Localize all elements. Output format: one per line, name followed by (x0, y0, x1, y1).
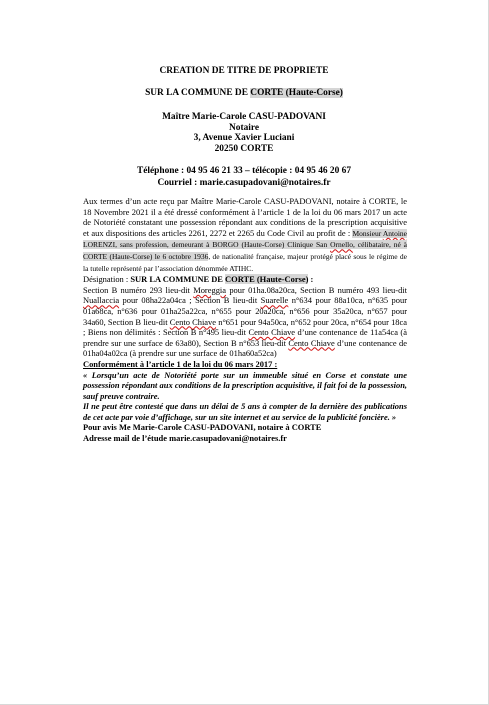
parcel-place-6: Cento Chiave (288, 337, 335, 348)
parcel-place-5: Cento Chiave (248, 327, 296, 338)
phone-line: Téléphone : 04 95 46 21 33 – télécopie : 04 95 46 20 67 (136, 166, 352, 176)
parcel-text-5: n°651 pour 94a50ca, n°652 pour 20ca, n°654 pour 18ca ; Biens non délimités : Section B n°495 lieu-dit (83, 316, 408, 338)
designation-heading (83, 274, 407, 285)
document-body (83, 196, 407, 444)
parcels-paragraph (83, 285, 407, 359)
conformity-heading: Conformément à l’article 1 de la loi du 06 mars 2017 : (83, 358, 278, 369)
parcel-place-4: Cento Chiave (169, 316, 217, 327)
parcel-text-2: pour 01ha.08a20ca, Section B numéro 493 lieu-dit (229, 284, 407, 295)
designation-colon: : (308, 274, 314, 285)
beneficiary-lastname: LORENZI, sans profession, demeurant à BORGO (Haute-Corse) Clinique San (83, 240, 328, 250)
beneficiary-place: Ornello (330, 240, 353, 250)
parcel-text-1: Section B numéro 293 lieu-dit (83, 284, 190, 295)
email-line: Courriel : marie.casupadovani@notaires.fr (157, 178, 331, 189)
parcel-text-4: n°634 pour 88a10ca, n°635 pour 01a68ca, n°636 pour 01ha25a22ca, n°655 pour 20a20ca, n°656 pour 35a20ca, n°657 pour 34a60, Section B lieu-dit (83, 295, 408, 327)
commune-name: CORTE (Haute-Corse) (250, 88, 343, 98)
commune-heading (0, 87, 488, 99)
notice-signature: Pour avis Me Marie-Carole CASU-PADOVANI, notaire à CORTE (83, 422, 322, 433)
parcel-text-6: d’une contenance de 11a54ca (à prendre sur une surface de 63a80), Section B n°653 lieu-dit (83, 327, 407, 348)
beneficiary-firstname: Antoine (382, 228, 408, 238)
intro-text: Aux termes d’un acte reçu par Maître Marie-Carole CASU-PADOVANI, notaire à CORTE, le 18 Novembre 2021 il a été dressé conformément à l’article 1 de la loi du 06 mars 2017 un acte de Notoriété constatant une possession répondant aux conditions de la prescription acquisitive et aux dispositions des articles 2261, 2272 et 2265 du Code Civil au profit de : (83, 196, 407, 238)
parcel-text-7: d’une contenance de 01ha04a02ca (à prendre sur une surface de 01ha60a52ca) (83, 337, 407, 359)
designation-label: Désignation : (83, 274, 129, 285)
contact-block (0, 165, 488, 190)
document-title: CREATION DE TITRE DE PROPRIETE (159, 66, 329, 76)
notary-block (0, 112, 488, 154)
beneficiary-details: , de nationalité française, majeur protégé placé sous le régime de la tutelle représenté par l’association dénommée ATIHC. (83, 251, 407, 273)
designation-commune-name: CORTE (Haute-Corse) (225, 274, 309, 285)
beneficiary-title: Monsieur (352, 228, 382, 238)
legal-quote-1: « Lorsqu’un acte de Notoriété porte sur un immeuble situé en Corse et constate une possession répondant aux conditions de la prescription acquisitive, il fait foi de la possession, sauf preuve contraire. (83, 369, 407, 401)
designation-commune-prefix: SUR LA COMMUNE DE (130, 274, 223, 285)
office-email: Adresse mail de l’étude marie.casupadovani@notaires.fr (83, 433, 287, 444)
notary-role: Notaire (228, 122, 260, 133)
commune-prefix: SUR LA COMMUNE DE (145, 88, 248, 98)
parcel-place-3: Suarelle (260, 295, 289, 306)
parcel-text-3: pour 08ha22a04ca ; Section B lieu-dit (122, 295, 258, 306)
notary-street: 3, Avenue Xavier Luciani (193, 133, 295, 144)
beneficiary-birth: , célibataire, né à CORTE (Haute-Corse) le 6 octobre 1936 (83, 240, 408, 261)
notary-name: Maître Marie-Carole CASU-PADOVANI (162, 112, 326, 122)
intro-paragraph (83, 196, 407, 274)
parcel-place-1: Moreggia (193, 284, 227, 295)
parcel-place-2: Nuallaccia (83, 295, 120, 306)
notary-city: 20250 CORTE (214, 143, 274, 154)
designation-commune (130, 274, 313, 284)
legal-quote-2: Il ne peut être contesté que dans un délai de 5 ans à compter de la dernière des publications de cet acte par voie d’affichage, sur un site internet et au service de la publicité foncière. » (83, 401, 407, 422)
